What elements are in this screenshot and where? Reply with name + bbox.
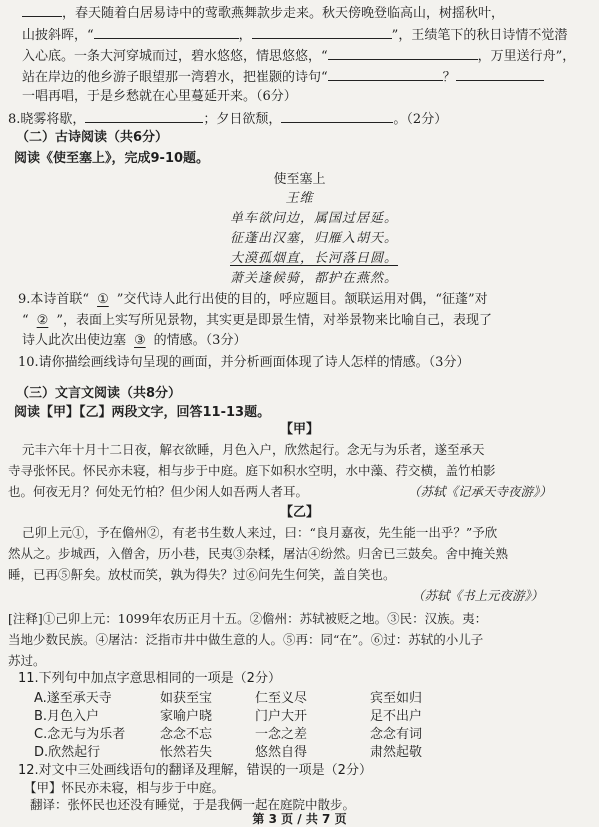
q11-option-c-word-3: 念念有词 <box>370 727 423 742</box>
poem-line-3-underlined: 大漠孤烟直，长河落日圆。 <box>230 251 399 266</box>
q11-option-b-word-1: 家喻户晓 <box>160 709 213 724</box>
answer-blank[interactable] <box>252 24 392 39</box>
q11-option-b-word-3: 足不出户 <box>370 709 423 724</box>
q7-line-4: 站在岸边的他乡游子眼望那一湾碧水，把崔颢的诗句“ ？ <box>22 66 544 88</box>
poem-author: 王维 <box>285 191 314 206</box>
answer-blank[interactable] <box>328 45 478 60</box>
passage-jia-line-3: 也。何夜无月？何处无竹柏？但少闲人如吾两人者耳。 <box>8 484 309 499</box>
page-footer: 第 3 页 / 共 7 页 <box>252 812 347 826</box>
answer-blank[interactable] <box>281 108 393 123</box>
q11-option-d[interactable]: D.欣然起行 <box>34 745 101 760</box>
annotation-line-3: 苏过。 <box>8 653 46 668</box>
q9-line-2: “ ② ”，表面上实写所见景物，其实更是即景生情，对举景物来比喻自己，表现了 <box>22 313 492 328</box>
section-2-instruction: 阅读《使至塞上》，完成9-10题。 <box>14 151 210 166</box>
poem-line-1: 单车欲问边，属国过居延。 <box>230 211 399 226</box>
q11-option-a-word-1: 如获至宝 <box>160 691 213 706</box>
q7-line-1: ，春天随着白居易诗中的莺歌燕舞款步走来。秋天傍晚登临高山，树摇秋叶， <box>22 2 504 24</box>
passage-yi-line-2: 然从之。步城西，入僧舍，历小巷，民夷③杂糅，屠沽④纷然。归舍已三鼓矣。舍中掩关熟 <box>8 546 509 561</box>
blank-marker-1[interactable]: ① <box>97 292 109 307</box>
q9-line-1: 9.本诗首联“ ① ”交代诗人此行出使的目的，呼应题目。颔联运用对偶，“征蓬”对 <box>18 292 488 307</box>
poem-line-4: 萧关逢候骑，都护在燕然。 <box>230 271 399 286</box>
q12-stem: 12.对文中三处画线语句的翻译及理解，错误的一项是（2分） <box>18 763 372 778</box>
section-3-instruction: 阅读【甲】【乙】两段文字，回答11-13题。 <box>14 405 271 420</box>
blank-marker-2[interactable]: ② <box>36 313 49 328</box>
q11-option-d-word-2: 悠然自得 <box>255 745 308 760</box>
poem-line-2: 征蓬出汉塞，归雁入胡天。 <box>230 231 399 246</box>
answer-blank[interactable] <box>22 2 62 17</box>
poem-title: 使至塞上 <box>273 172 326 187</box>
q11-option-c[interactable]: C.念无与为乐者 <box>34 727 126 742</box>
q11-option-a-word-2: 仁至义尽 <box>255 691 308 706</box>
annotation-line-1: [注释]①己卯上元：1099年农历正月十五。②儋州：苏轼被贬之地。③民：汉族。夷： <box>8 611 488 626</box>
passage-jia-label: 【甲】 <box>279 422 319 437</box>
q11-option-d-word-3: 肃然起敬 <box>370 745 423 760</box>
answer-blank[interactable] <box>85 108 203 123</box>
blank-marker-3[interactable]: ③ <box>134 333 146 348</box>
annotation-line-2: 当地少数民族。④屠沽：泛指市井中做生意的人。⑤再：同“在”。⑥过：苏轼的小儿子 <box>8 632 484 647</box>
passage-yi-line-3: 睡，已再⑤鼾矣。放杖而笑，孰为得失？过⑥问先生何笑，盖自笑也。 <box>8 567 396 582</box>
q11-option-c-word-2: 一念之差 <box>255 727 308 742</box>
answer-blank[interactable] <box>456 66 544 81</box>
q12-quote: 【甲】怀民亦未寝，相与步于中庭。 <box>24 780 225 795</box>
passage-jia-line-1: 元丰六年十月十二日夜，解衣欲睡，月色入户，欣然起行。念无与为乐者，遂至承天 <box>22 442 485 457</box>
q7-line-2: 山披斜晖，“ ， ”，王绩笔下的秋日诗情不觉潜 <box>22 24 567 46</box>
passage-yi-label: 【乙】 <box>279 505 319 520</box>
q10: 10.请你描绘画线诗句呈现的画面，并分析画面体现了诗人怎样的情感。（3分） <box>18 355 470 370</box>
passage-jia-line-2: 寺寻张怀民。怀民亦未寝，相与步于中庭。庭下如积水空明，水中藻、荇交横，盖竹柏影 <box>8 463 496 478</box>
answer-blank[interactable] <box>328 66 443 81</box>
answer-blank[interactable] <box>94 24 239 39</box>
section-3-title: （三）文言文阅读（共8分） <box>16 386 182 401</box>
q8: 8.晓雾将歇， ；夕日欲颓， 。（2分） <box>8 108 447 130</box>
q7-line-5: 一唱再唱，于是乡愁就在心里蔓延开来。（6分） <box>22 89 297 104</box>
q9-line-3: 诗人此次出使边塞 ③ 的情感。（3分） <box>22 333 247 348</box>
q11-option-b[interactable]: B.月色入户 <box>34 709 100 724</box>
q11-stem: 11.下列句中加点字意思相同的一项是（2分） <box>18 671 281 686</box>
passage-yi-line-1: 己卯上元①，予在儋州②，有老书生数人来过，曰：“良月嘉夜，先生能一出乎？”予欣 <box>22 525 498 540</box>
passage-yi-source: （苏轼《书上元夜游》） <box>412 588 544 603</box>
q7-line-3: 入心底。一条大河穿城而过，碧水悠悠，情思悠悠，“ ，万里送行舟”， <box>22 45 575 67</box>
section-2-title: （二）古诗阅读（共6分） <box>16 130 169 145</box>
q12-translation: 翻译：张怀民也还没有睡觉，于是我俩一起在庭院中散步。 <box>30 797 356 812</box>
q11-option-b-word-2: 门户大开 <box>255 709 308 724</box>
passage-jia-source: （苏轼《记承天寺夜游》） <box>408 484 552 499</box>
q11-option-d-word-1: 怅然若失 <box>160 745 213 760</box>
q11-option-a-word-3: 宾至如归 <box>370 691 423 706</box>
q11-option-c-word-1: 念念不忘 <box>160 727 213 742</box>
q11-option-a[interactable]: A.遂至承天寺 <box>34 691 112 706</box>
